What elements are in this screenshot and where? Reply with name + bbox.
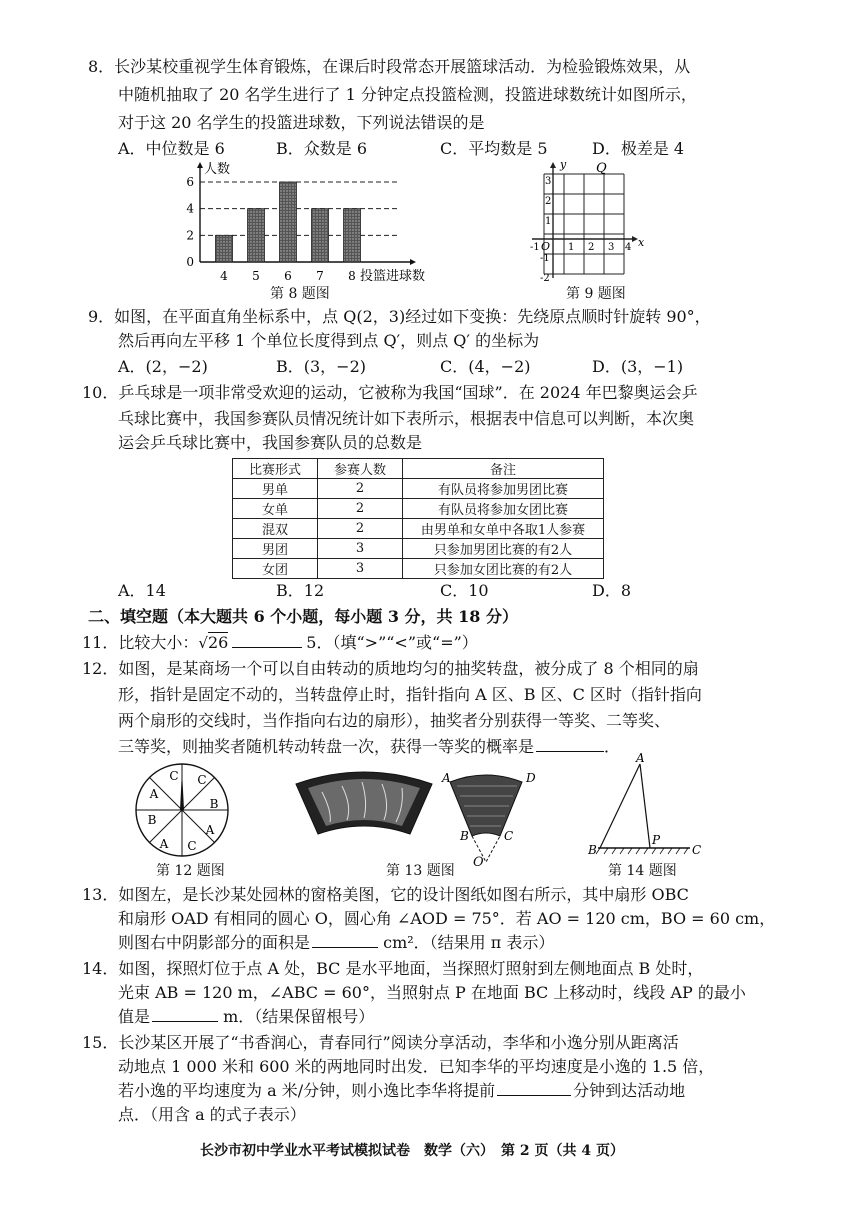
figure-9-caption: 第 9 题图 xyxy=(566,286,626,302)
table-cell: 3 xyxy=(318,559,403,579)
figure-14-caption: 第 14 题图 xyxy=(608,863,677,879)
figure-14-label: B xyxy=(588,843,597,857)
figure-9-coordinate-grid xyxy=(528,160,648,285)
y-axis-label: 人数 xyxy=(204,162,231,177)
spinner-sector-label: C xyxy=(197,773,207,787)
y-axis-arrow xyxy=(197,162,203,168)
table-cell: 男团 xyxy=(233,539,318,559)
q9-option-c: C．(4，−2) xyxy=(440,357,531,376)
table-row xyxy=(233,519,604,539)
bar xyxy=(248,209,265,262)
figure-14-triangle xyxy=(586,751,706,860)
table-row xyxy=(233,539,604,559)
q14-line2: 光束 AB = 120 m，∠ABC = 60°，当照射点 P 在地面 BC 上移动时，线段 AP 的最小 xyxy=(118,983,746,1002)
q8-line1: 8．长沙某校重视学生体育锻炼，在课后时段常态开展篮球活动．为检验锻炼效果，从 xyxy=(88,57,691,76)
q10-option-d: D．8 xyxy=(592,581,632,600)
q10-table xyxy=(232,458,604,579)
figure-8-bar-chart xyxy=(178,160,438,285)
q15-line2: 动地点 1 000 米和 600 米的两地同时出发．已知李华的平均速度是小逸的 1.5 倍， xyxy=(118,1057,715,1076)
q11-prefix: 11．比较大小： xyxy=(82,633,199,652)
q8-option-c: C．平均数是 5 xyxy=(440,139,548,158)
q14-line1: 14．如图，探照灯位于点 A 处，BC 是水平地面，当探照灯照射到左侧地面点 B 处时， xyxy=(82,959,704,978)
figure-14-label: P xyxy=(652,833,661,847)
table-cell: 2 xyxy=(318,479,403,499)
table-header: 比赛形式 xyxy=(233,459,318,479)
spinner-sector-label: C xyxy=(187,839,197,853)
table-cell: 男单 xyxy=(233,479,318,499)
q13-line3 xyxy=(118,932,554,954)
figure-9-xtick: -1 xyxy=(530,242,540,253)
x-tick-label: 7 xyxy=(316,269,324,283)
table-header-row xyxy=(233,459,604,479)
table-cell: 有队员将参加女团比赛 xyxy=(403,499,604,519)
figure-9-ytick: 1 xyxy=(545,216,552,227)
figure-12-caption: 第 12 题图 xyxy=(156,863,225,879)
q10-line1: 10．乒乓球是一项非常受欢迎的运动，它被称为我国“国球”．在 2024 年巴黎奥运会乒 xyxy=(82,383,698,402)
x-axis-label: 投篮进球数 xyxy=(360,269,426,284)
q14-line3-suffix: m．（结果保留根号） xyxy=(218,1007,375,1026)
table-cell: 2 xyxy=(318,499,403,519)
table-cell: 只参加女团比赛的有2人 xyxy=(403,559,604,579)
page-footer: 长沙市初中学业水平考试模拟试卷 数学（六） 第 2 页（共 4 页） xyxy=(200,1143,624,1159)
spinner-sector-label: B xyxy=(147,813,157,827)
spinner-sector-label: A xyxy=(159,837,169,851)
figure-9-ytick: 3 xyxy=(545,176,552,187)
table-cell: 只参加男团比赛的有2人 xyxy=(403,539,604,559)
q11-suffix: 5．（填“>”“<”或“=”） xyxy=(306,633,478,652)
q12-answer-blank xyxy=(536,737,604,752)
figure-12-spinner xyxy=(134,762,230,858)
bar xyxy=(312,209,329,262)
q13-answer-blank xyxy=(312,933,378,948)
q8-option-a: A．中位数是 6 xyxy=(118,139,225,158)
q8-option-b: B．众数是 6 xyxy=(276,139,368,158)
spinner-sector-label: B xyxy=(209,797,219,811)
q10-option-a: A．14 xyxy=(118,581,166,600)
q13-line3-text: 则图右中阴影部分的面积是 xyxy=(118,933,311,952)
q8-line2: 中随机抽取了 20 名学生进行了 1 分钟定点投篮检测，投篮进球数统计如图所示， xyxy=(118,85,697,104)
figure-13-label: A xyxy=(442,771,451,785)
figure-9-ytick: 2 xyxy=(545,196,552,207)
table-header: 参赛人数 xyxy=(318,459,403,479)
bar xyxy=(280,182,297,262)
spinner-sector-label: A xyxy=(149,787,159,801)
figure-13-label: C xyxy=(504,829,514,843)
figure-13-label: D xyxy=(526,771,536,785)
section-2-heading: 二、填空题（本大题共 6 个小题，每小题 3 分，共 18 分） xyxy=(88,607,518,626)
q12-line3: 两个扇形的交线时，当作指向右边的扇形），抽奖者分别获得一等奖、二等奖、 xyxy=(118,711,671,730)
figure-9-ytick: -1 xyxy=(540,253,550,264)
q15-line3 xyxy=(118,1080,685,1102)
figure-9-xtick: 4 xyxy=(625,242,632,253)
table-cell: 混双 xyxy=(233,519,318,539)
figure-9-y-label: y xyxy=(560,158,567,171)
figure-13-point-o: O xyxy=(473,855,484,870)
q15-answer-blank xyxy=(497,1081,571,1096)
figure-8-caption: 第 8 题图 xyxy=(270,286,330,302)
q9-line1: 9．如图，在平面直角坐标系中，点 Q(2，3)经过如下变换：先绕原点顺时针旋转 90°， xyxy=(88,307,711,326)
q15-line3-suffix: 分钟到达活动地 xyxy=(573,1081,686,1100)
q15-line1: 15．长沙某区开展了“书香润心，青春同行”阅读分享活动，李华和小逸分别从距离活 xyxy=(82,1033,679,1052)
table-cell: 2 xyxy=(318,519,403,539)
q10-option-b: B．12 xyxy=(276,581,325,600)
q15-line3-text: 若小逸的平均速度为 a 米/分钟，则小逸比李华将提前 xyxy=(118,1081,496,1100)
table-header: 备注 xyxy=(403,459,604,479)
q9-option-d: D．(3，−1) xyxy=(592,357,684,376)
table-row xyxy=(233,559,604,579)
spinner-sector-label: A xyxy=(205,823,215,837)
figure-13-window-lattice xyxy=(292,762,572,862)
table-cell: 3 xyxy=(318,539,403,559)
figure-9-xtick: 2 xyxy=(588,242,595,253)
q13-line2: 和扇形 OAD 有相同的圆心 O，圆心角 ∠AOD = 75°．若 AO = 120 cm，BO = 60 cm， xyxy=(118,909,776,928)
q15-line4: 点．（用含 a 的式子表示） xyxy=(118,1105,306,1124)
table-row xyxy=(233,479,604,499)
table-cell: 有队员将参加男团比赛 xyxy=(403,479,604,499)
figure-9-point-q: Q xyxy=(596,161,607,176)
q13-line1: 13．如图左，是长沙某处园林的窗格美图，它的设计图纸如图右所示，其中扇形 OBC xyxy=(82,885,689,904)
q11-radicand: 26 xyxy=(207,633,229,652)
q12-line4-text: 三等奖，则抽奖者随机转动转盘一次，获得一等奖的概率是 xyxy=(118,737,535,756)
q12-end: ． xyxy=(604,737,621,756)
table-cell: 女单 xyxy=(233,499,318,519)
figure-9-ytick: -2 xyxy=(540,273,550,284)
q14-line3 xyxy=(118,1006,374,1028)
q10-line2: 乓球比赛中，我国参赛队员情况统计如下表所示，根据表中信息可以判断，本次奥 xyxy=(118,409,695,428)
spinner-sector-label: C xyxy=(169,769,179,783)
table-cell: 女团 xyxy=(233,559,318,579)
table-row xyxy=(233,499,604,519)
q11-line: 11．比较大小：√26 5．（填“>”“<”或“=”） xyxy=(82,633,478,652)
q12-line2: 形，指针是固定不动的，当转盘停止时，指针指向 A 区、B 区、C 区时（指针指向 xyxy=(118,685,702,704)
x-tick-label: 5 xyxy=(252,269,260,283)
x-axis-arrow xyxy=(410,259,416,265)
figure-9-xtick: 3 xyxy=(608,242,615,253)
figure-13-label: B xyxy=(460,829,469,843)
y-tick-label: 4 xyxy=(186,201,194,216)
x-tick-label: 6 xyxy=(284,269,292,283)
q14-line3-text: 值是 xyxy=(118,1007,151,1026)
table-cell: 由男单和女单中各取1人参赛 xyxy=(403,519,604,539)
figure-9-xtick: 1 xyxy=(568,242,575,253)
q11-answer-blank xyxy=(232,633,302,648)
figure-9-origin: O xyxy=(541,240,551,253)
x-tick-label: 8 xyxy=(348,269,356,283)
q13-line3-suffix: cm²．（结果用 π 表示） xyxy=(378,933,555,952)
y-tick-label: 2 xyxy=(186,228,194,243)
q9-line2: 然后再向左平移 1 个单位长度得到点 Q′，则点 Q′ 的坐标为 xyxy=(118,331,540,350)
q8-line3: 对于这 20 名学生的投篮进球数，下列说法错误的是 xyxy=(118,113,485,132)
q12-line1: 12．如图，是某商场一个可以自由转动的质地均匀的抽奖转盘，被分成了 8 个相同的扇 xyxy=(82,659,699,678)
q10-option-c: C．10 xyxy=(440,581,489,600)
figure-9-x-label: x xyxy=(638,236,645,249)
figure-13-caption: 第 13 题图 xyxy=(386,863,455,879)
bar xyxy=(216,235,233,262)
q9-option-a: A．(2，−2) xyxy=(118,357,208,376)
q8-option-d: D．极差是 4 xyxy=(592,139,685,158)
y-tick-label: 0 xyxy=(186,255,194,269)
q14-answer-blank xyxy=(152,1007,218,1022)
q9-option-b: B．(3，−2) xyxy=(276,357,367,376)
bar xyxy=(344,209,361,262)
y-tick-label: 6 xyxy=(186,175,194,189)
figure-14-label: C xyxy=(692,843,702,857)
x-tick-label: 4 xyxy=(220,269,228,283)
q12-line4 xyxy=(118,736,620,758)
q10-line3: 运会乒乓球比赛中，我国参赛队员的总数是 xyxy=(118,433,423,452)
figure-14-label: A xyxy=(636,751,645,765)
